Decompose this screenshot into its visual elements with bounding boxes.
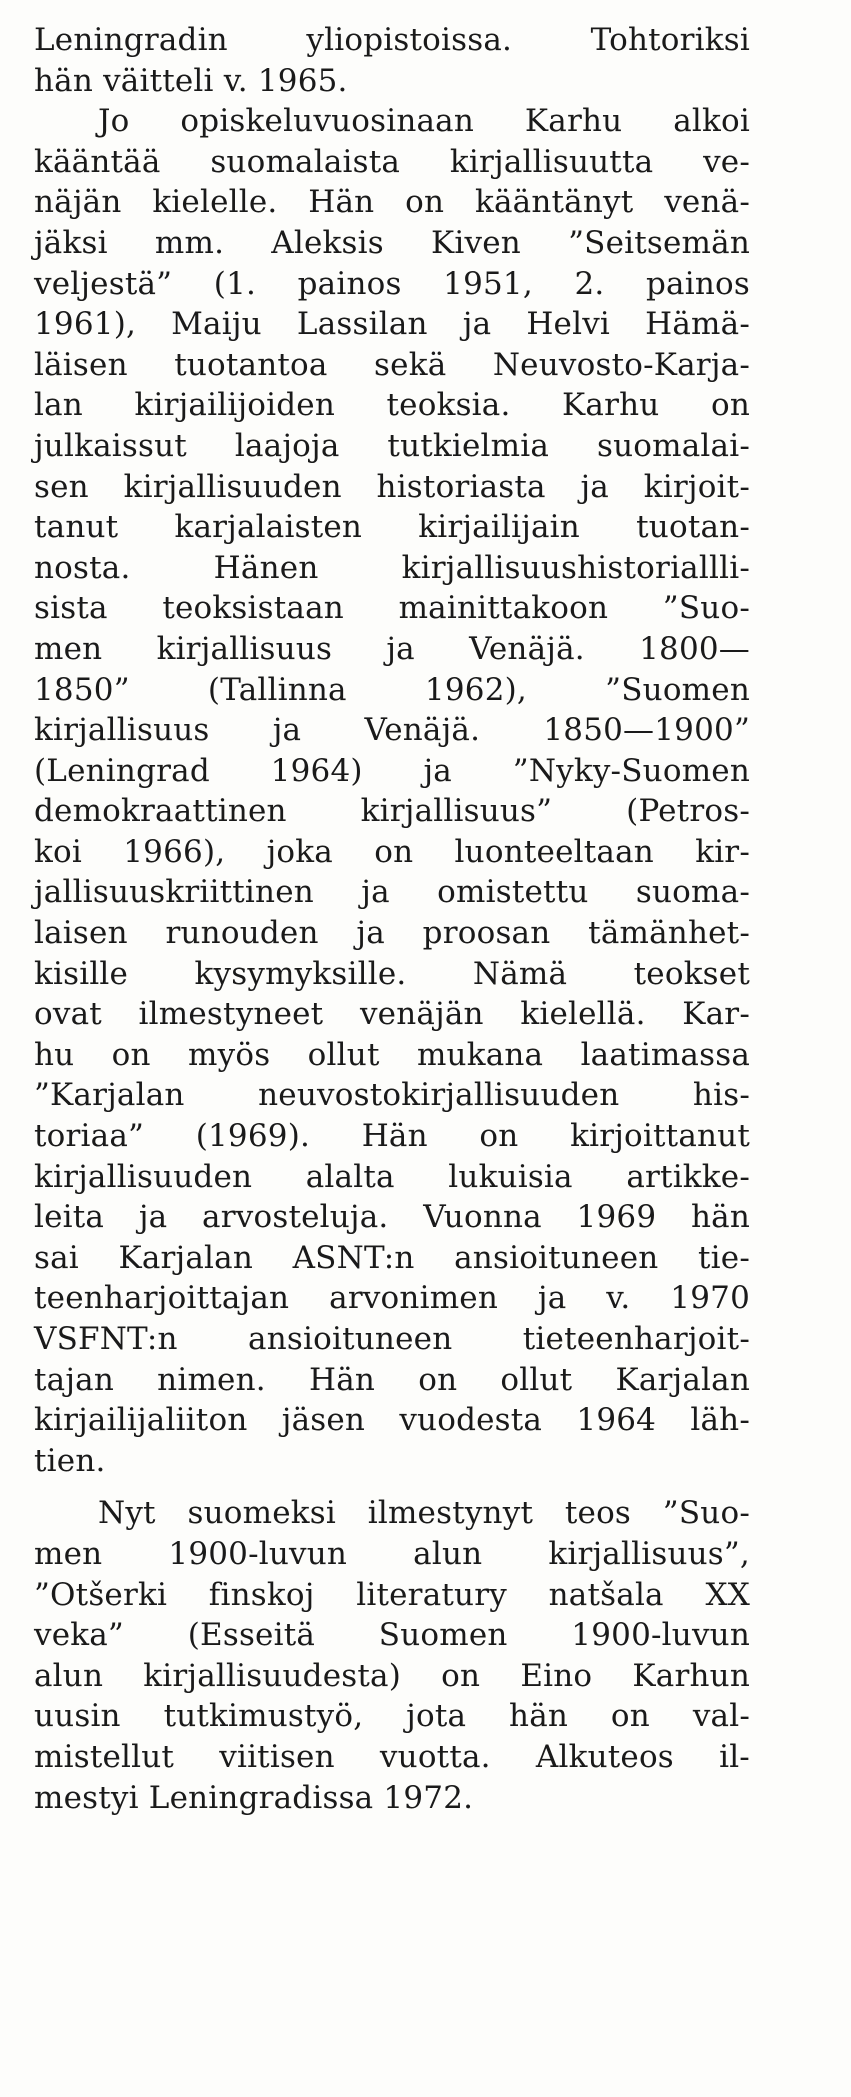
text-line: koi 1966), joka on luonteeltaan kir- (34, 833, 750, 870)
text-line: demokraattinen kirjallisuus” (Petros- (34, 793, 750, 830)
text-line: leita ja arvosteluja. Vuonna 1969 hän (34, 1199, 750, 1236)
text-line: tajan nimen. Hän on ollut Karjalan (34, 1361, 750, 1398)
paragraph (34, 1493, 750, 1818)
text-line: men 1900-luvun alun kirjallisuus”, (34, 1535, 750, 1572)
text-line: VSFNT:n ansioituneen tieteenharjoit- (34, 1321, 750, 1357)
paragraph (34, 20, 750, 101)
text-line: Nyt suomeksi ilmestynyt teos ”Suo- (98, 1495, 750, 1532)
text-line: hu on myös ollut mukana laatimassa (34, 1036, 750, 1073)
text-line: kirjallisuus ja Venäjä. 1850—1900” (34, 712, 750, 749)
text-line: 1961), Maiju Lassilan ja Helvi Hämä- (34, 306, 750, 343)
text-line: sai Karjalan ASNT:n ansioituneen tie- (34, 1239, 750, 1276)
text-line: kirjailijaliiton jäsen vuodesta 1964 läh- (34, 1402, 750, 1439)
text-line: men kirjallisuus ja Venäjä. 1800— (34, 630, 750, 667)
text-line: alun kirjallisuudesta) on Eino Karhun (34, 1657, 750, 1694)
text-line: läisen tuotantoa sekä Neuvosto-Karja- (34, 346, 750, 383)
text-line: näjän kielelle. Hän on kääntänyt venä- (34, 184, 750, 221)
text-column (34, 20, 750, 1818)
text-line: ovat ilmestyneet venäjän kielellä. Kar- (34, 996, 750, 1033)
text-line: veljestä” (1. painos 1951, 2. painos (34, 265, 750, 302)
text-line: sen kirjallisuuden historiasta ja kirjoit- (34, 468, 750, 505)
text-line: 1850” (Tallinna 1962), ”Suomen (34, 671, 750, 708)
text-line: jallisuuskriittinen ja omistettu suoma- (34, 874, 750, 911)
text-line: lan kirjailijoiden teoksia. Karhu on (34, 387, 750, 424)
text-line: Leningradin yliopistoissa. Tohtoriksi (34, 22, 750, 58)
text-line: ”Karjalan neuvostokirjallisuuden his- (34, 1077, 750, 1114)
text-line: hän väitteli v. 1965. (34, 62, 348, 99)
text-line: mistellut viitisen vuotta. Alkuteos il- (34, 1738, 750, 1775)
text-line: veka” (Esseitä Suomen 1900-luvun (34, 1617, 750, 1654)
text-line: tanut karjalaisten kirjailijain tuotan- (34, 509, 750, 546)
text-line: jäksi mm. Aleksis Kiven ”Seitsemän (34, 224, 750, 261)
text-line: mestyi Leningradissa 1972. (34, 1779, 474, 1816)
paragraph-gap (34, 1481, 750, 1493)
text-line: nosta. Hänen kirjallisuushistoriallli- (34, 549, 750, 586)
text-line: (Leningrad 1964) ja ”Nyky-Suomen (34, 752, 750, 789)
text-line: tien. (34, 1442, 106, 1479)
text-line: laisen runouden ja proosan tämänhet- (34, 915, 750, 952)
text-line: kääntää suomalaista kirjallisuutta ve- (34, 143, 750, 180)
text-line: Jo opiskeluvuosinaan Karhu alkoi (98, 103, 750, 140)
text-line: toriaa” (1969). Hän on kirjoittanut (34, 1118, 750, 1155)
text-line: kisille kysymyksille. Nämä teokset (34, 955, 750, 992)
text-line: uusin tutkimustyö, jota hän on val- (34, 1698, 750, 1735)
paragraph (34, 101, 750, 1481)
text-line: ”Otšerki finskoj literatury natšala XX (34, 1576, 750, 1613)
text-line: sista teoksistaan mainittakoon ”Suo- (34, 590, 750, 627)
text-line: julkaissut laajoja tutkielmia suomalai- (34, 427, 750, 464)
text-line: kirjallisuuden alalta lukuisia artikke- (34, 1158, 750, 1195)
text-line: teenharjoittajan arvonimen ja v. 1970 (34, 1280, 750, 1317)
